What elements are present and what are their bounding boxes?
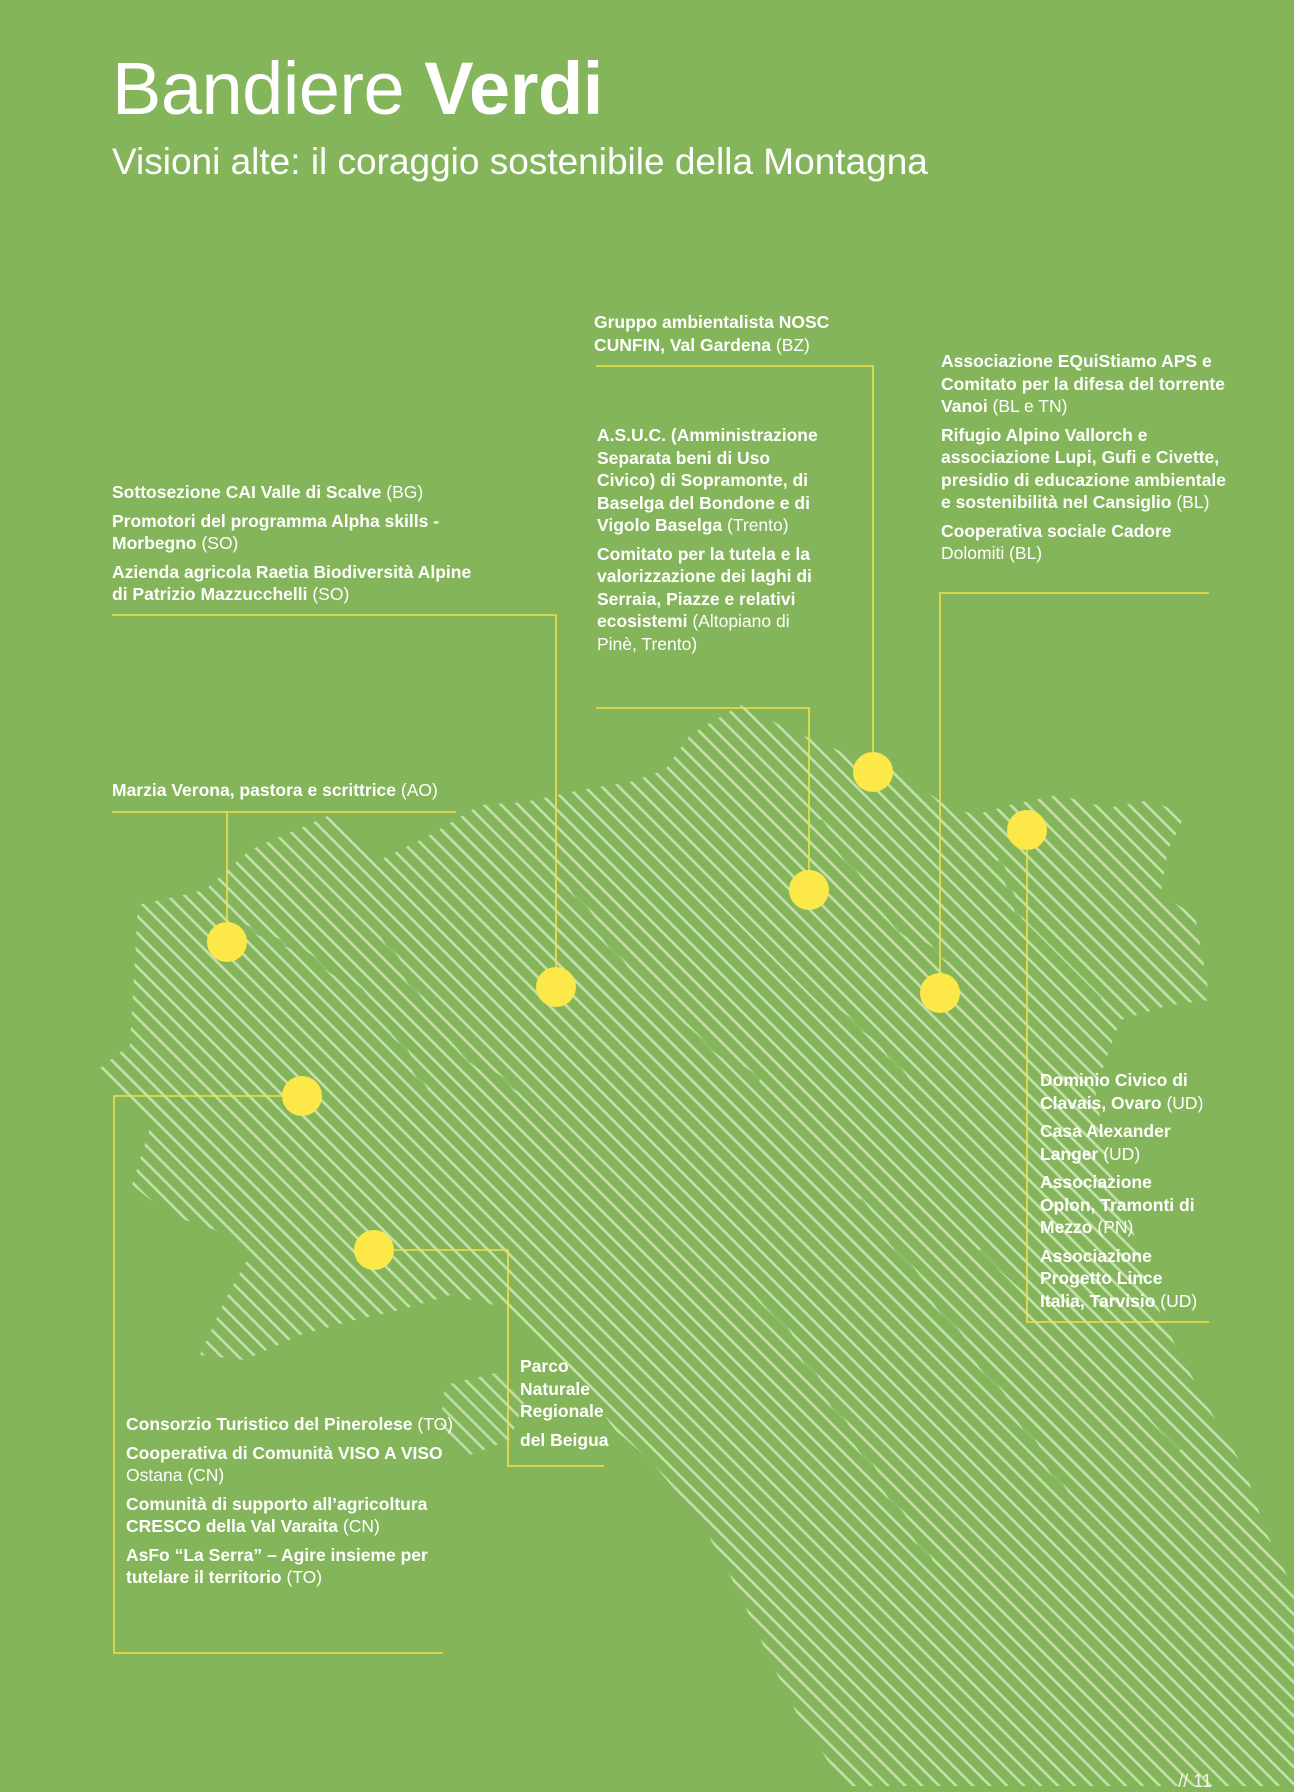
label-entry: Associazione EQuiStiamo APS e Comitato per la difesa del torrente Vanoi (BL e TN) — [941, 351, 1225, 416]
label-entry: Promotori del programma Alpha skills - Morbegno (SO) — [112, 510, 440, 553]
marker-valle-aosta[interactable] — [207, 922, 247, 962]
label-entry: A.S.U.C. (Amministrazione Separata beni di Uso Civico) di Sopramonte, di Baselga del Bondone e di Vigolo Baselga (Trento) — [597, 425, 818, 535]
marker-alto-adige[interactable] — [853, 752, 893, 792]
label-entry: Associazione Oplon, Tramonti di Mezzo (PN) — [1040, 1172, 1195, 1237]
label-entry: Cooperativa sociale Cadore Dolomiti (BL) — [941, 520, 1172, 563]
label-entry: Cooperativa di Comunità VISO A VISO Ostana (CN) — [126, 1442, 443, 1485]
label-beigua — [520, 1355, 620, 1451]
label-entry: Casa Alexander Langer (UD) — [1040, 1121, 1171, 1164]
label-entry: Azienda agricola Raetia Biodiversità Alpine di Patrizio Mazzucchelli (SO) — [112, 561, 472, 604]
page-number: // 11 — [1178, 1771, 1212, 1791]
label-entry: Parco Naturale Regionale — [520, 1356, 604, 1421]
label-entry: del Beigua — [520, 1429, 609, 1450]
label-friuli — [1040, 1069, 1212, 1312]
page-subtitle: Visioni alte: il coraggio sostenibile della Montagna — [112, 141, 928, 182]
label-entry: Rifugio Alpino Vallorch e associazione Lupi, Gufi e Civette, presidio di educazione ambientale e sostenibilità nel Cansiglio (BL) — [941, 424, 1226, 512]
marker-liguria[interactable] — [354, 1230, 394, 1270]
label-asuc — [597, 424, 822, 655]
label-entry: Dominio Civico di Clavais, Ovaro (UD) — [1040, 1070, 1204, 1113]
title-light: Bandiere — [112, 47, 405, 130]
label-equistiamo — [941, 350, 1226, 565]
label-verona — [112, 779, 492, 802]
label-entry: Comunità di supporto all’agricoltura CRESCO della Val Varaita (CN) — [126, 1493, 428, 1536]
label-entry: AsFo “La Serra” – Agire insieme per tutelare il territorio (TO) — [126, 1544, 428, 1587]
label-entry: Marzia Verona, pastora e scrittrice (AO) — [112, 780, 438, 800]
label-entry: Sottosezione CAI Valle di Scalve (BG) — [112, 482, 424, 502]
marker-trentino[interactable] — [789, 870, 829, 910]
page-title — [112, 48, 603, 129]
label-gardena — [594, 311, 864, 356]
marker-friuli[interactable] — [1007, 810, 1047, 850]
title-bold: Verdi — [424, 47, 603, 130]
label-entry: Comitato per la tutela e la valorizzazione dei laghi di Serraia, Piazze e relativi ecosistemi (Altopiano di Pinè, Trento) — [597, 543, 812, 654]
label-entry: Associazione Progetto Lince Italia, Tarvisio (UD) — [1040, 1245, 1198, 1311]
label-piemonte — [126, 1413, 461, 1589]
marker-piemonte[interactable] — [282, 1076, 322, 1116]
label-entry: Consorzio Turistico del Pinerolese (TO) — [126, 1414, 454, 1434]
marker-lombardia[interactable] — [536, 967, 576, 1007]
label-scalve — [112, 481, 477, 606]
label-entry: Gruppo ambientalista NOSC CUNFIN, Val Gardena (BZ) — [594, 312, 830, 355]
marker-veneto[interactable] — [920, 973, 960, 1013]
